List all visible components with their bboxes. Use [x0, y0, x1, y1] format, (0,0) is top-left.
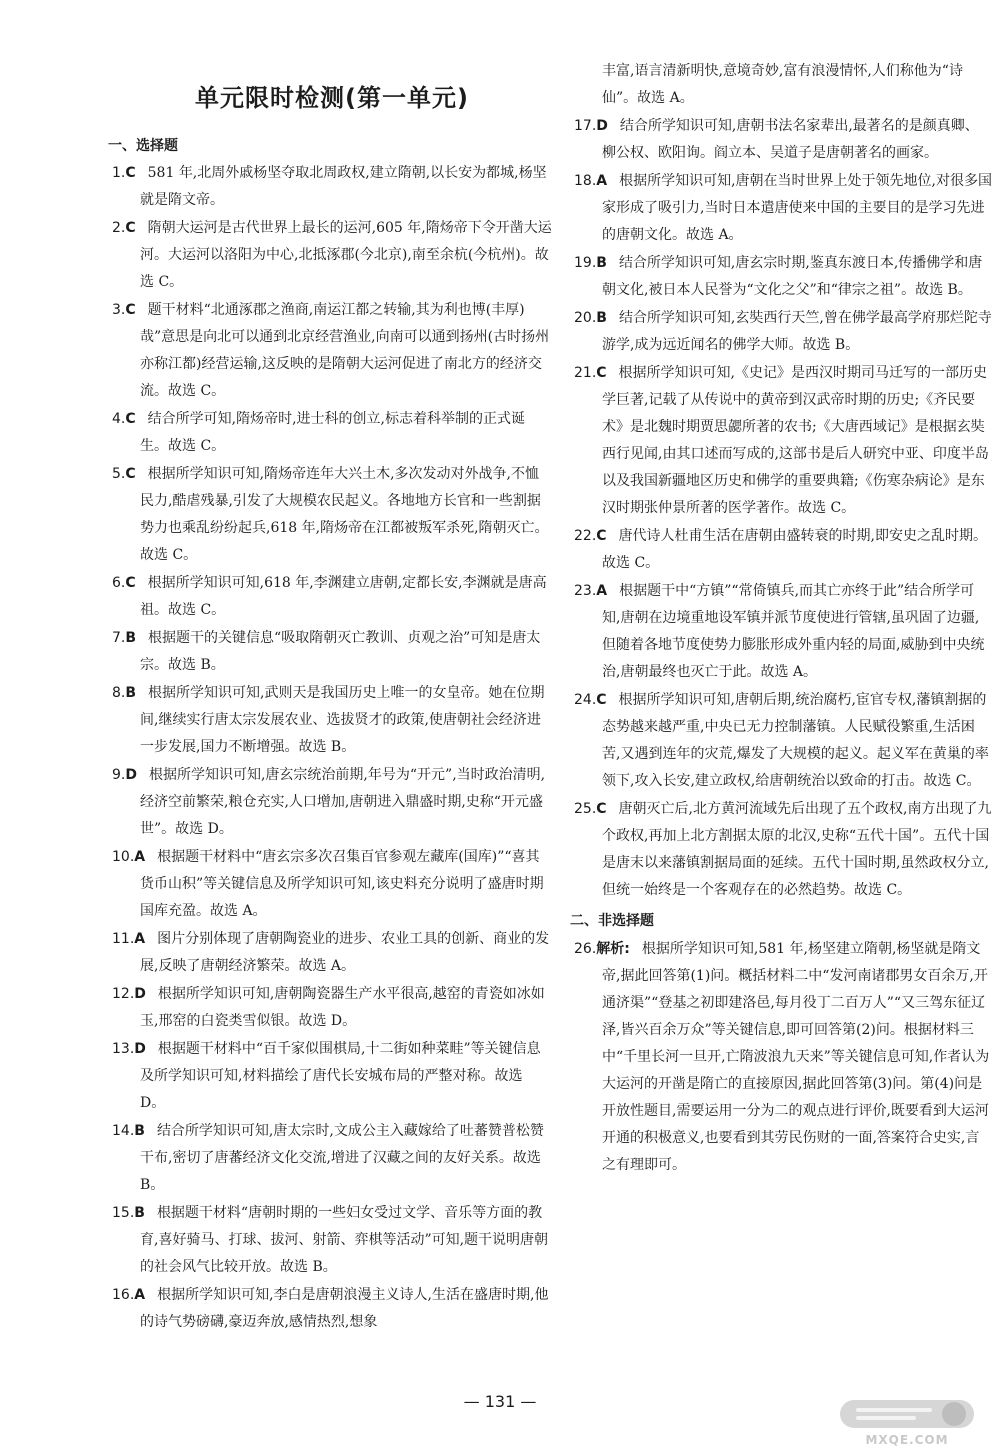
answer-number: 4. — [112, 411, 126, 427]
answer-number: 13. — [112, 1041, 135, 1057]
answer-number: 10. — [112, 849, 135, 865]
answer-16-continuation: 丰富,语言清新明快,意境奇妙,富有浪漫情怀,人们称他为“诗仙”。故选 A。 — [602, 63, 963, 106]
answer-choice: C — [125, 165, 136, 181]
answer-choice: C — [596, 528, 607, 544]
answer-text: 结合所学知识可知,唐太宗时,文成公主入藏嫁给了吐蕃赞普松赞干布,密切了唐蕃经济文化交流,增进了汉藏之间的友好关系。故选 B。 — [140, 1123, 544, 1193]
answer-number: 5. — [112, 466, 126, 482]
answer-text: 隋朝大运河是古代世界上最长的运河,605 年,隋炀帝下令开凿大运河。大运河以洛阳为中心,北抵涿郡(今北京),南至余杭(今杭州)。故选 C。 — [140, 220, 552, 290]
answer-text: 题干材料“北通涿郡之渔商,南运江都之转输,其为利也博(丰厚)哉”意思是向北可以通到北京经营渔业,向南可以通到扬州(古时扬州亦称江都)经营运输,这反映的是隋朝大运河促进了南北方的经济交流。故选 C。 — [140, 302, 550, 399]
answer-text: 根据所学知识可知,唐朝在当时世界上处于领先地位,对很多国家形成了吸引力,当时日本遣唐使来中国的主要目的是学习先进的唐朝文化。故选 A。 — [602, 173, 993, 243]
answer-choice: A — [134, 849, 146, 865]
answer-entry — [112, 1118, 552, 1199]
answer-choice: B — [125, 630, 137, 646]
answer-entry — [574, 305, 992, 359]
answer-number: 26. — [574, 941, 597, 957]
answer-list-right — [574, 113, 992, 904]
answer-number: 15. — [112, 1205, 135, 1221]
answer-choice: D — [134, 986, 146, 1002]
answer-number: 14. — [112, 1123, 135, 1139]
answer-choice: B — [125, 685, 137, 701]
answer-entry — [574, 168, 992, 249]
answer-number: 25. — [574, 801, 597, 817]
answer-label: 解析: — [596, 941, 630, 957]
answer-entry — [112, 1200, 552, 1281]
answer-number: 11. — [112, 931, 135, 947]
answer-choice: C — [125, 411, 136, 427]
answer-text: 根据题干中“方镇”“常倚镇兵,而其亡亦终于此”结合所学可知,唐朝在边境重地设军镇并派节度使进行管辖,虽巩固了边疆,但随着各地节度使势力膨胀形成外重内轻的局面,威胁到中央统治,唐朝最终也灭亡于此。故选 A。 — [602, 583, 985, 680]
answer-text: 唐朝灭亡后,北方黄河流域先后出现了五个政权,南方出现了九个政权,再加上北方割据太原的北汉,史称“五代十国”。五代十国是唐末以来藩镇割据局面的延续。五代十国时期,虽然政权分立,但统一始终是一个客观存在的必然趋势。故选 C。 — [602, 801, 992, 898]
left-column — [108, 58, 552, 1337]
answer-text: 根据题干材料中“百千家似围棋局,十二街如种菜畦”等关键信息及所学知识可知,材料描绘了唐代长安城布局的严整对称。故选 D。 — [140, 1041, 541, 1111]
answer-entry — [112, 680, 552, 761]
answer-entry — [112, 160, 552, 214]
section-heading-nonchoice: 二、非选择题 — [570, 913, 654, 929]
answer-text: 根据题干材料中“唐玄宗多次召集百官参观左藏库(国库)”“喜其货币山积”等关键信息及所学知识可知,该史料充分说明了盛唐时期国库充盈。故选 A。 — [140, 849, 544, 919]
answer-entry — [112, 461, 552, 569]
answer-text: 根据题干的关键信息“吸取隋朝灭亡教训、贞观之治”可知是唐太宗。故选 B。 — [140, 630, 541, 673]
answer-choice: D — [596, 118, 608, 134]
answer-number: 6. — [112, 575, 126, 591]
answer-choice: A — [596, 583, 608, 599]
answer-text: 结合所学知识可知,唐玄宗时期,鉴真东渡日本,传播佛学和唐朝文化,被日本人民誉为“文化之父”和“律宗之祖”。故选 B。 — [602, 255, 983, 298]
answer-choice: B — [596, 255, 607, 271]
answer-number: 24. — [574, 692, 597, 708]
answer-choice: A — [134, 1287, 146, 1303]
watermark-logo — [832, 1398, 982, 1452]
answer-number: 19. — [574, 255, 597, 271]
right-column — [570, 58, 993, 1180]
answer-entry — [112, 570, 552, 624]
answer-entry — [112, 625, 552, 679]
answer-number: 18. — [574, 173, 597, 189]
answer-entry-26 — [574, 936, 992, 1179]
answer-entry — [574, 113, 992, 167]
answer-text: 581 年,北周外戚杨坚夺取北周政权,建立隋朝,以长安为都城,杨坚就是隋文帝。 — [140, 165, 547, 208]
answer-text: 根据所学知识可知,唐玄宗统治前期,年号为“开元”,当时政治清明,经济空前繁荣,粮仓充实,人口增加,唐朝进入鼎盛时期,史称“开元盛世”。故选 D。 — [140, 767, 546, 837]
answer-number: 17. — [574, 118, 597, 134]
answer-entry — [112, 762, 552, 843]
answer-number: 9. — [112, 767, 126, 783]
answer-number: 22. — [574, 528, 597, 544]
answer-list-left — [112, 160, 552, 1336]
answer-number: 21. — [574, 365, 597, 381]
answer-entry — [112, 926, 552, 980]
answer-entry — [112, 297, 552, 405]
answer-entry — [112, 1036, 552, 1117]
answer-text: 根据所学知识可知,581 年,杨坚建立隋朝,杨坚就是隋文帝,据此回答第(1)问。概括材料二中“发河南诸郡男女百余万,开通济渠”“登基之初即建洛邑,每月役丁二百万人”“又三驾东征辽泽,皆兴百余万众”等关键信息,即可回答第(2)问。根据材料三中“千里长河一旦开,亡隋波浪九天来”等关键信息可知,作者认为大运河的开凿是隋亡的直接原因,据此回答第(3)问。第(4)问是开放性题目,需要运用一分为二的观点进行评价,既要看到大运河开通的积极意义,也要看到其劳民伤财的一面,答案符合史实,言之有理即可。 — [602, 941, 990, 1173]
answer-number: 23. — [574, 583, 597, 599]
answer-text: 根据所学知识可知,李白是唐朝浪漫主义诗人,生活在盛唐时期,他的诗气势磅礴,豪迈奔放,感情热烈,想象 — [140, 1287, 549, 1330]
answer-choice: C — [125, 302, 136, 318]
answer-number: 12. — [112, 986, 135, 1002]
answer-choice: C — [125, 220, 136, 236]
answer-number: 7. — [112, 630, 126, 646]
page-title: 单元限时检测(第一单元) — [195, 84, 469, 112]
answer-text: 根据所学知识可知,唐朝陶瓷器生产水平很高,越窑的青瓷如冰如玉,邢窑的白瓷类雪似银。故选 D。 — [140, 986, 545, 1029]
answer-text: 根据所学知识可知,《史记》是西汉时期司马迁写的一部历史学巨著,记载了从传说中的黄帝到汉武帝时期的历史;《齐民要术》是北魏时期贾思勰所著的农书;《大唐西域记》是根据玄奘西行见闻,由其口述而写成的,这部书是后人研究中亚、印度半岛以及我国新疆地区历史和佛学的重要典籍;《伤寒杂病论》是东汉时期张仲景所著的医学著作。故选 C。 — [602, 365, 989, 516]
answer-choice: C — [125, 575, 136, 591]
answer-text: 根据所学知识可知,武则天是我国历史上唯一的女皇帝。她在位期间,继续实行唐太宗发展农业、选拔贤才的政策,使唐朝社会经济进一步发展,国力不断增强。故选 B。 — [140, 685, 545, 755]
answer-text: 根据所学知识可知,唐朝后期,统治腐朽,宦官专权,藩镇割据的态势越来越严重,中央已无力控制藩镇。人民赋役繁重,生活困苦,又遇到连年的灾荒,爆发了大规模的起义。起义军在黄巢的率领下,攻入长安,建立政权,给唐朝统治以致命的打击。故选 C。 — [602, 692, 989, 789]
watermark-text: MXQE.COM — [865, 1433, 949, 1447]
answer-choice: D — [134, 1041, 146, 1057]
answer-number: 8. — [112, 685, 126, 701]
answer-text: 图片分别体现了唐朝陶瓷业的进步、农业工具的创新、商业的发展,反映了唐朝经济繁荣。故选 A。 — [140, 931, 550, 974]
answer-choice: C — [596, 692, 607, 708]
answer-entry — [574, 523, 992, 577]
answer-entry — [574, 796, 992, 904]
answer-entry — [574, 250, 992, 304]
answer-number: 20. — [574, 310, 597, 326]
answer-text: 根据所学知识可知,隋炀帝连年大兴土木,多次发动对外战争,不恤民力,酷虐残暴,引发了大规模农民起义。各地地方长官和一些割据势力也乘乱纷纷起兵,618 年,隋炀帝在江都被叛军杀死,隋朝灭亡。故选 C。 — [140, 466, 549, 563]
answer-number: 3. — [112, 302, 126, 318]
answer-choice: B — [134, 1205, 145, 1221]
answer-choice: B — [134, 1123, 145, 1139]
answer-text: 结合所学知识可知,唐朝书法名家辈出,最著名的是颜真卿、柳公权、欧阳询。阎立本、吴道子是唐朝著名的画家。 — [602, 118, 979, 161]
section-heading-choice: 一、选择题 — [108, 138, 178, 154]
answer-choice: C — [125, 466, 136, 482]
answer-entry — [574, 687, 992, 795]
answer-choice: C — [596, 365, 607, 381]
answer-choice: C — [596, 801, 607, 817]
answer-choice: B — [596, 310, 607, 326]
answer-entry — [112, 215, 552, 296]
answer-entry — [112, 406, 552, 460]
answer-choice: A — [134, 931, 146, 947]
answer-number: 16. — [112, 1287, 135, 1303]
answer-entry — [112, 844, 552, 925]
answer-number: 2. — [112, 220, 126, 236]
answer-entry — [112, 981, 552, 1035]
answer-choice: A — [596, 173, 608, 189]
answer-text: 结合所学知识可知,玄奘西行天竺,曾在佛学最高学府那烂陀寺游学,成为远近闻名的佛学大师。故选 B。 — [602, 310, 992, 353]
answer-number: 1. — [112, 165, 126, 181]
answer-text: 根据所学知识可知,618 年,李渊建立唐朝,定都长安,李渊就是唐高祖。故选 C。 — [140, 575, 547, 618]
answer-text: 结合所学可知,隋炀帝时,进士科的创立,标志着科举制的正式诞生。故选 C。 — [140, 411, 525, 454]
answer-text: 根据题干材料“唐朝时期的一些妇女受过文学、音乐等方面的教育,喜好骑马、打球、拔河、射箭、弈棋等活动”可知,题干说明唐朝的社会风气比较开放。故选 B。 — [140, 1205, 549, 1275]
answer-entry — [112, 1282, 552, 1336]
answer-entry — [574, 360, 992, 522]
answer-entry — [574, 578, 992, 686]
answer-text: 唐代诗人杜甫生活在唐朝由盛转衰的时期,即安史之乱时期。故选 C。 — [602, 528, 987, 571]
page-number: — 131 — — [463, 1392, 537, 1411]
answer-choice: D — [125, 767, 137, 783]
